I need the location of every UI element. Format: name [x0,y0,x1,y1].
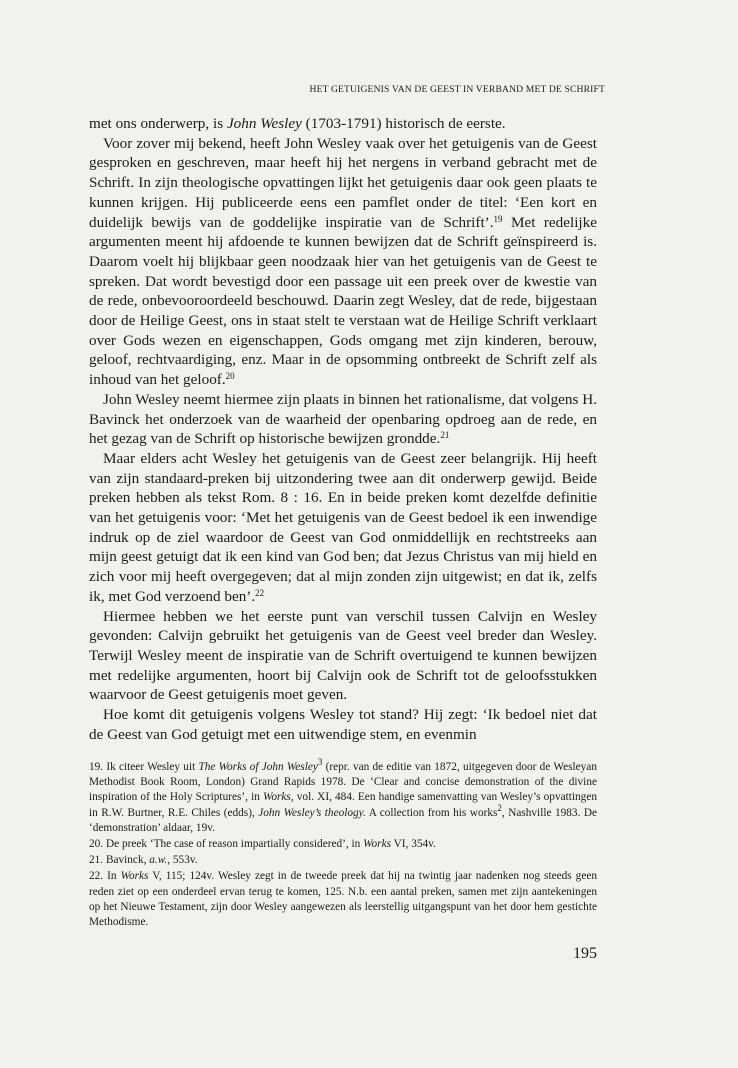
text-run: 19. Ik citeer Wesley uit [89,761,199,773]
paragraph-2 [89,134,597,390]
person-name-italic: John Wesley [226,115,302,132]
footnote-ref-19[interactable]: 19 [493,213,503,224]
paragraph-3 [89,390,597,449]
text-run: VI, 354v. [391,838,436,851]
paragraph-4 [89,449,597,607]
text-run: V, 115; 124v. Wesley zegt in de tweede preek dat hij na twintig jaar nadenken nog steeds geen reden ziet op een onderdeel ervan terug te komen, 125. N.b. een aantal preken, samen met zijn aantekeningen op het Nieuwe Testament, zijn door Wesley aangewezen als leerstellig uitgangspunt van het door hem gestichte Methodisme. [89,870,597,929]
body-text [89,114,597,745]
text-run: , vol. XI, 484. Een handige samenvatting van Wesley’s opvattingen in R.W. Burtner, R.E. Chiles (edds), [89,791,597,819]
text-run: 21. Bavinck, [89,854,150,867]
text-run: John Wesley neemt hiermee zijn plaats in binnen het rationalisme, dat volgens H. Bavinck het onderzoek van de waarheid der openbaring opdroeg aan de rede, en het gezag van de Schrift op historische bewijzen grondde. [89,390,597,448]
text-run: (1703-1791) historisch de eerste. [301,115,506,132]
book-title-italic: The Works of John Wesley [198,761,318,773]
footnote-22 [89,869,597,930]
text-run: met ons onderwerp, is [89,115,227,132]
abbreviation-italic: a.w. [149,854,168,867]
footnote-ref-21[interactable]: 21 [440,430,450,441]
text-run: A collection from his works [365,806,498,819]
footnote-21 [89,853,597,868]
text-run: 20. De preek ‘The case of reason impartially considered’, in [89,838,364,851]
text-run: Met redelijke argumenten meent hij afdoende te kunnen bewijzen dat de Schrift geïnspireerd is. Daarom voelt hij blijkbaar geen noodzaak hier van het getuigenis van de Geest te spreken. Dat wordt bevestigd door een passage uit een preek over de kwestie van de rede, onbevooroordeeld beschouwd. Daarin zegt Wesley, dat de rede, bijgestaan door de Heilige Geest, ons in staat stelt te verstaan wat de Heilige Schrift verklaart over Gods wezen en eigenschappen, Gods omgang met zijn kinderen, berouw, geloof, rechtvaardiging, enz. Maar in de opsomming ontbreekt de Schrift zelf als inhoud van het geloof. [89,213,597,389]
edition-superscript: 2 [497,802,502,813]
text-run: Voor zover mij bekend, heeft John Wesley vaak over het getuigenis van de Geest gesproken en geschreven, maar heeft hij het nergens in verband gebracht met de Schrift. In zijn theologische opvattingen lijkt het getuigenis daar ook geen plaats te kunnen krijgen. Hij publiceerde eens een pamflet onder de titel: ‘Een kort en duidelijk bewijs van de goddelijke inspiratie van de Schrift’. [89,134,597,231]
footnotes [89,757,597,931]
text-run: (repr. van de editie van 1872, uitgegeven door de Wesleyan Methodist Book Room, London) Grand Rapids 1978. De ‘Clear and concise demonstration of the divine inspiration of the Holy Scriptures’, in [89,761,597,804]
footnote-ref-22[interactable]: 22 [255,587,265,598]
text-run: , Nashville 1983. De ‘demonstration’ aldaar, 19v. [89,806,597,834]
text-run: Maar elders acht Wesley het getuigenis van de Geest zeer belangrijk. Hij heeft van zijn standaard-preken bij uitzondering twee aan dit onderwerp gewijd. Beide preken hebben als tekst Rom. 8 : 16. En in beide preken komt dezelfde definitie van het getuigenis voor: ‘Met het getuigenis van de Geest bedoel ik een inwendige indruk op de ziel waardoor de Geest van God onmiddellijk en rechtstreeks aan mijn geest getuigt dat ik een kind van God ben; dat Jezus Christus van mij hield en zich voor mij heeft overgegeven; dat al mijn zonden zijn uitgewist; en dat ik, zelfs ik, met God verzoend ben’. [89,449,597,605]
edition-superscript: 3 [317,757,323,767]
paragraph-1 [89,114,597,134]
paragraph-5: Hiermee hebben we het eerste punt van verschil tussen Calvijn en Wesley gevonden: Calvijn gebruikt het getuigenis van de Geest veel breder dan Wesley. Terwijl Wesley meent de inspiratie van de Schrift overtuigend te kunnen bewijzen met redelijke argumenten, hoort bij Calvijn ook de Schrift tot de geloofsstukken waarvoor de Geest getuigenis moet geven. [89,607,597,704]
book-title-italic: Works [263,791,291,804]
running-head: HET GETUIGENIS VAN DE GEEST IN VERBAND MET DE SCHRIFT [309,84,605,95]
text-run: , 553v. [167,854,198,867]
paragraph-6: Hoe komt dit getuigenis volgens Wesley tot stand? Hij zegt: ‘Ik bedoel niet dat de Geest van God getuigt met een uitwendige stem, en evenmin [89,706,597,743]
book-title-italic: Works [363,838,391,851]
text-run: 22. In [89,870,121,883]
page-number: 195 [573,945,597,962]
footnote-20 [89,837,597,852]
footnote-ref-20[interactable]: 20 [225,371,235,382]
footnote-19 [89,757,597,836]
book-title-italic: John Wesley’s theology. [258,806,366,819]
book-title-italic: Works [120,870,149,883]
